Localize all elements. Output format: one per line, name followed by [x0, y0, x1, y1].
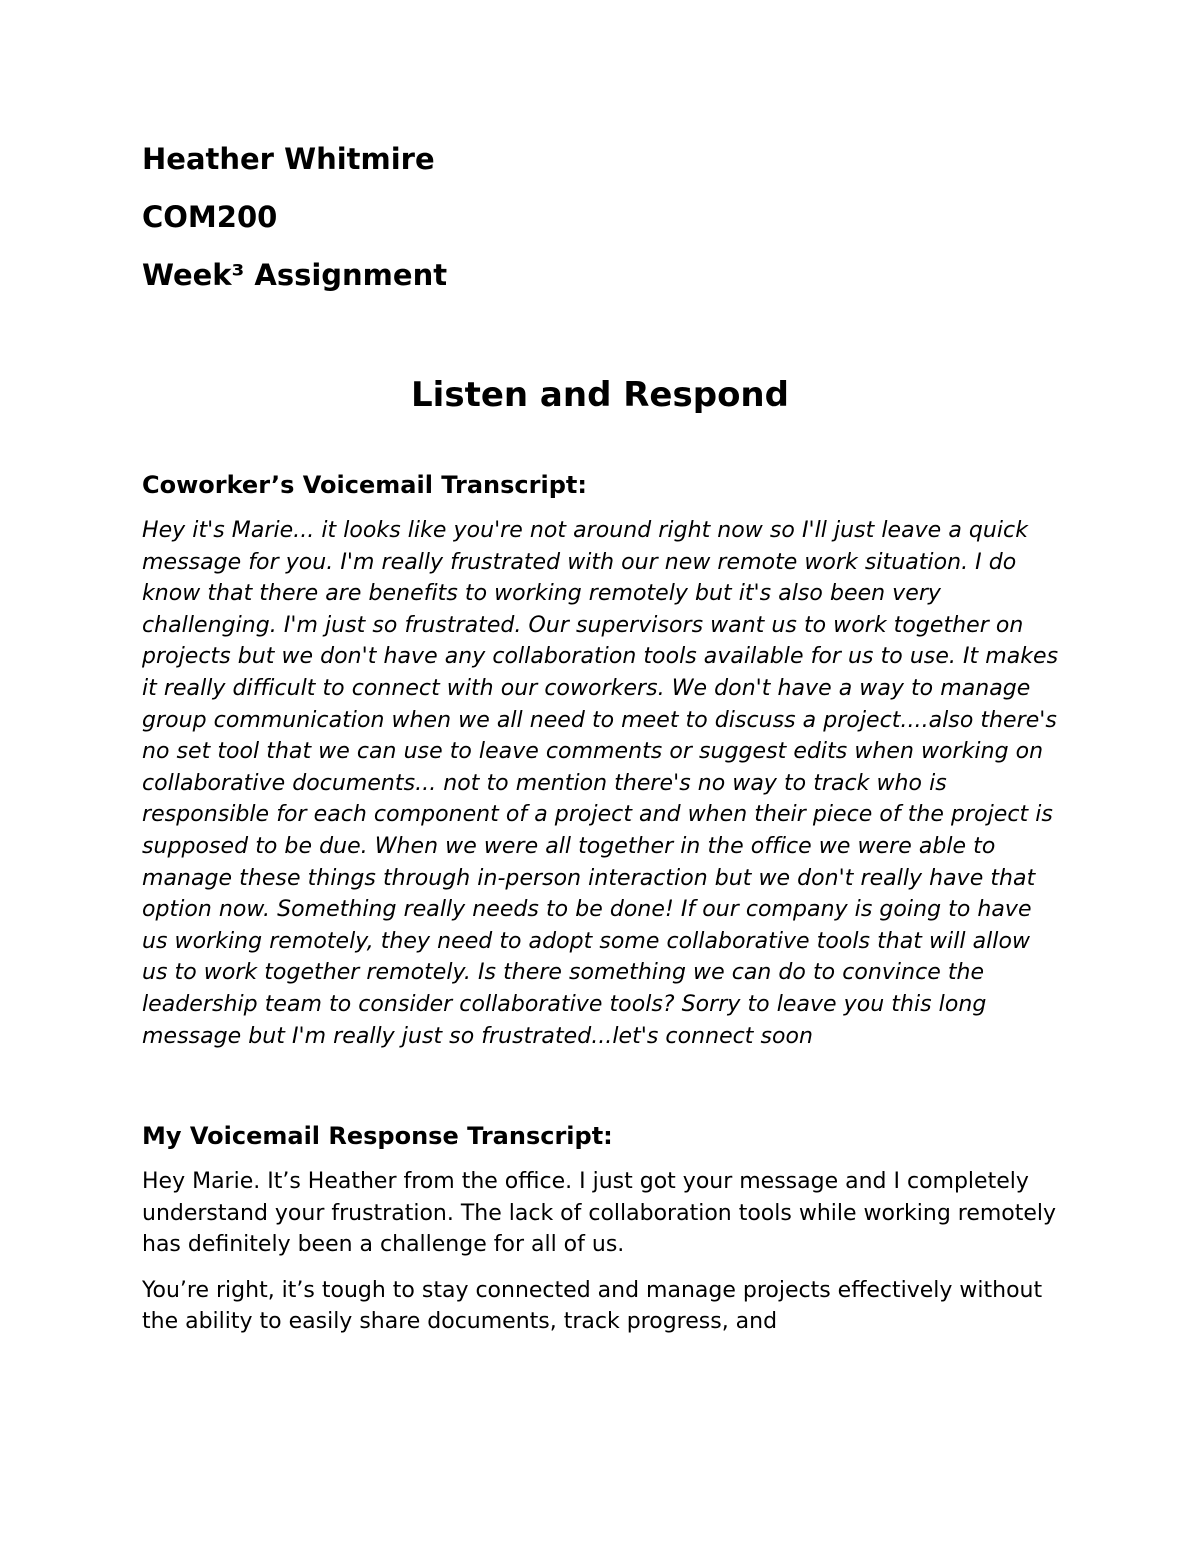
- document-body: [142, 140, 1062, 1338]
- document-title: Listen and Respond: [411, 375, 789, 415]
- response-paragraph: Hey Marie. It’s Heather from the office. I just got your message and I completely understand your frustration. The lack of collaboration tools while working remotely has definitely been a challenge for all of us.: [142, 1169, 1057, 1258]
- course-code: COM200: [142, 200, 278, 234]
- author-name: Heather Whitmire: [142, 142, 435, 176]
- assignment-label: Week³ Assignment: [142, 258, 448, 292]
- response-voicemail-heading: My Voicemail Response Transcript:: [142, 1122, 613, 1151]
- coworker-voicemail-transcript: Hey it's Marie... it looks like you're not around right now so I'll just leave a quick message for you. I'm really frustrated with our new remote work situation. I do know that there are benefits to working remotely but it's also been very challenging. I'm just so frustrated. Our supervisors want us to work together on projects but we don't have any collaboration tools available for us to use. It makes it really difficult to connect with our coworkers. We don't have a way to manage group communication when we all need to meet to discuss a project....also there's no set tool that we can use to leave comments or suggest edits when working on collaborative documents... not to mention there's no way to track who is responsible for each component of a project and when their piece of the project is supposed to be due. When we were all together in the office we were able to manage these things through in-person interaction but we don't really have that option now. Something really needs to be done! If our company is going to have us working remotely, they need to adopt some collaborative tools that will allow us to work together remotely. Is there something we can do to convince the leadership team to consider collaborative tools? Sorry to leave you this long message but I'm really just so frustrated...let's connect soon: [142, 518, 1059, 1049]
- coworker-voicemail-heading: Coworker’s Voicemail Transcript:: [142, 471, 587, 499]
- response-paragraph: You’re right, it’s tough to stay connected and manage projects effectively without the ability to easily share documents, track progress, and: [142, 1277, 1043, 1335]
